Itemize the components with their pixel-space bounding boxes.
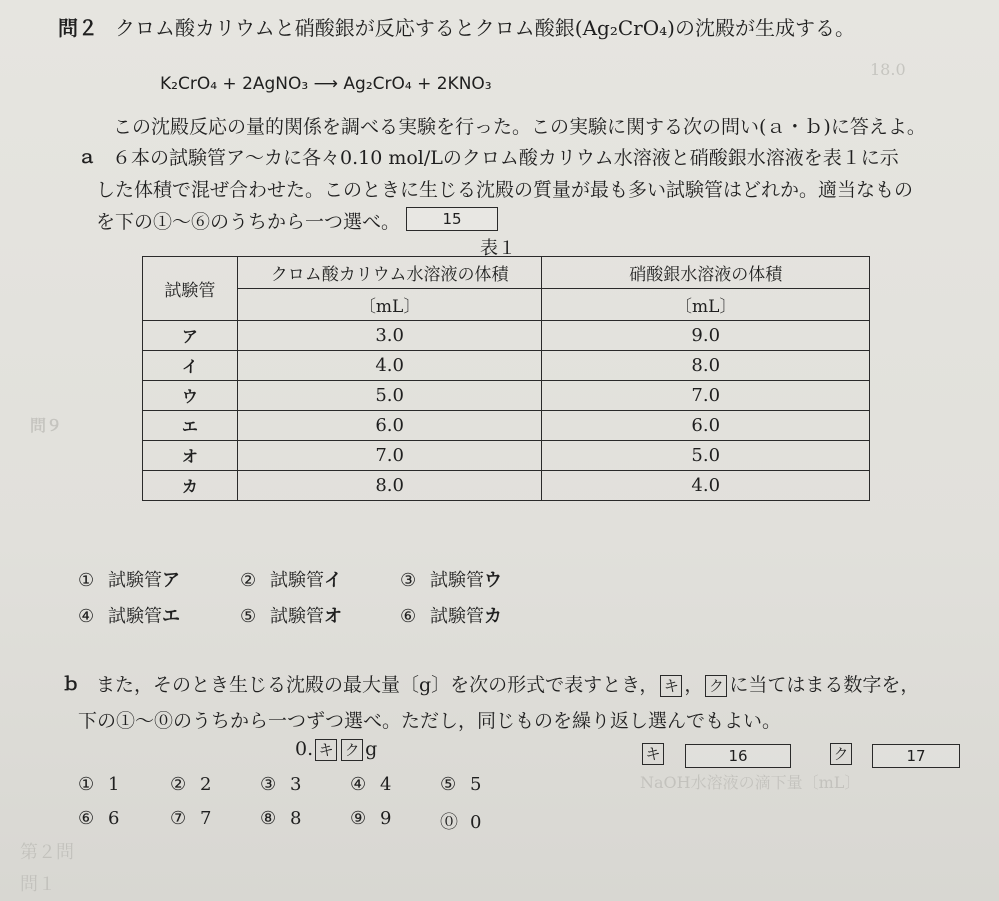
choice-value: 8 [290,808,302,829]
choice-text: 試験管 [108,570,162,591]
choice-a-1[interactable] [78,566,180,592]
choice-tube: ウ [484,570,502,591]
intro-line2: この沈殿反応の量的関係を調べる実験を行った。この実験に関する次の問い(ａ・ｂ)に答えよ。 [113,116,926,138]
k2cro4-cell: 3.0 [237,321,542,351]
unit-agno3-label: 〔mL〕 [675,297,737,317]
choice-b-2[interactable] [170,774,211,795]
choice-text: 試験管 [270,606,324,627]
choice-b-9[interactable] [350,808,391,829]
part-a-label: ａ [78,147,96,168]
format-box-ki: キ [315,739,337,761]
question-number: 問２ [58,16,98,40]
k2cro4-cell: 8.0 [237,471,542,501]
choice-text: 試験管 [430,570,484,591]
choice-value: 0 [470,812,482,833]
header-agno3-label: 硝酸銀水溶液の体積 [629,265,783,285]
choice-number: ② [240,570,257,591]
choice-a-6[interactable] [400,602,502,628]
choice-number: ③ [400,570,417,591]
agno3-cell: 8.0 [542,351,870,381]
unit-k2cro4-label: 〔mL〕 [358,297,421,317]
part-b-line1-text: また，そのとき生じる沈殿の最大量〔g〕を次の形式で表すとき， [96,674,659,696]
table-row [143,411,870,441]
k2cro4-cell: 4.0 [237,351,542,381]
agno3-cell: 7.0 [542,381,870,411]
part-a-line2: した体積で混ぜ合わせた。このときに生じる沈殿の質量が最も多い試験管はどれか。適当なもの [96,179,914,201]
table-caption: 表１ [480,238,516,259]
k2cro4-cell: 7.0 [237,441,542,471]
answer-box-15[interactable]: 15 [406,207,498,231]
k2cro4-cell: 6.0 [237,411,542,441]
choice-value: 1 [108,774,120,795]
choice-number: ② [170,774,187,795]
tube-cell: イ [143,351,238,381]
choice-tube: エ [162,606,180,627]
choice-number: ① [78,774,95,795]
part-a-line1: ６本の試験管ア～カに各々0.10 mol/Lのクロム酸カリウム水溶液と硝酸銀水溶液を表１に示 [112,147,899,169]
answer-label-ki: キ [642,743,664,765]
format-box-ku: ク [341,739,363,761]
reaction-equation: K₂CrO₄ + 2AgNO₃ ⟶ Ag₂CrO₄ + 2KNO₃ [160,74,492,94]
inline-box-ku: ク [705,675,727,697]
choice-number: ③ [260,774,277,795]
choice-b-3[interactable] [260,774,301,795]
choice-a-2[interactable] [240,566,342,592]
choice-text: 試験管 [430,606,484,627]
unit-agno3 [542,289,870,321]
choice-value: 6 [108,808,120,829]
choice-number: ⑦ [170,808,187,829]
choice-number: ⑤ [240,606,257,627]
table-row [143,471,870,501]
choice-text: 試験管 [108,606,162,627]
comma: ， [684,674,704,696]
choice-b-8[interactable] [260,808,301,829]
inline-box-ki: キ [660,675,682,697]
tube-cell: ア [143,321,238,351]
choice-number: ⑧ [260,808,277,829]
answer-label-ku: ク [830,743,852,765]
format-prefix: 0. [295,738,314,760]
choice-number: ⑥ [400,606,417,627]
agno3-cell: 5.0 [542,441,870,471]
choice-value: 5 [470,774,482,795]
choice-b-6[interactable] [78,808,119,829]
choice-value: 7 [200,808,212,829]
choice-number: ⓪ [440,812,458,833]
choice-a-3[interactable] [400,566,502,592]
agno3-cell: 6.0 [542,411,870,441]
header-tube [143,257,238,321]
agno3-cell: 4.0 [542,471,870,501]
choice-number: ⑥ [78,808,95,829]
intro-text: クロム酸カリウムと硝酸銀が反応するとクロム酸銀(Ag₂CrO₄)の沈殿が生成する。 [115,16,855,40]
header-tube-label: 試験管 [164,281,216,301]
part-a-line3: を下の①～⑥のうちから一つ選べ。 [96,211,401,233]
part-b-label: ｂ [62,674,80,695]
k2cro4-cell: 5.0 [237,381,542,411]
table-row [143,441,870,471]
agno3-cell: 9.0 [542,321,870,351]
unit-k2cro4 [237,289,542,321]
choice-tube: ア [162,570,180,591]
choice-number: ① [78,570,95,591]
choice-tube: オ [324,606,342,627]
part-b-line2: 下の①～⓪のうちから一つずつ選べ。ただし，同じものを繰り返し選んでもよい。 [78,710,782,732]
choice-tube: カ [484,606,502,627]
choice-number: ⑤ [440,774,457,795]
choice-number: ④ [78,606,95,627]
choice-number: ⑨ [350,808,367,829]
choice-b-5[interactable] [440,774,481,795]
choice-value: 9 [380,808,392,829]
answer-box-16[interactable]: 16 [685,744,791,768]
choice-b-0[interactable] [440,808,481,834]
answer-box-17[interactable]: 17 [872,744,960,768]
choice-value: 3 [290,774,302,795]
format-suffix: g [365,738,378,760]
choice-text: 試験管 [270,570,324,591]
tube-cell: オ [143,441,238,471]
choice-a-4[interactable] [78,602,180,628]
table-row [143,381,870,411]
choice-b-1[interactable] [78,774,119,795]
part-b-line1 [96,670,919,697]
answer-format [295,738,377,761]
header-agno3 [542,257,870,289]
part-b-line1-tail: に当てはまる数字を， [729,674,920,696]
choice-value: 2 [200,774,212,795]
choice-value: 4 [380,774,392,795]
choice-a-5[interactable] [240,602,342,628]
choice-b-7[interactable] [170,808,211,829]
choice-tube: イ [324,570,342,591]
tube-cell: カ [143,471,238,501]
choice-b-4[interactable] [350,774,391,795]
table-header-row [143,257,870,289]
data-table [142,256,870,501]
tube-cell: ウ [143,381,238,411]
table-row [143,351,870,381]
table-row [143,321,870,351]
tube-cell: エ [143,411,238,441]
header-k2cro4 [237,257,542,289]
table-unit-row [143,289,870,321]
choice-number: ④ [350,774,367,795]
header-k2cro4-label: クロム酸カリウム水溶液の体積 [270,265,509,285]
